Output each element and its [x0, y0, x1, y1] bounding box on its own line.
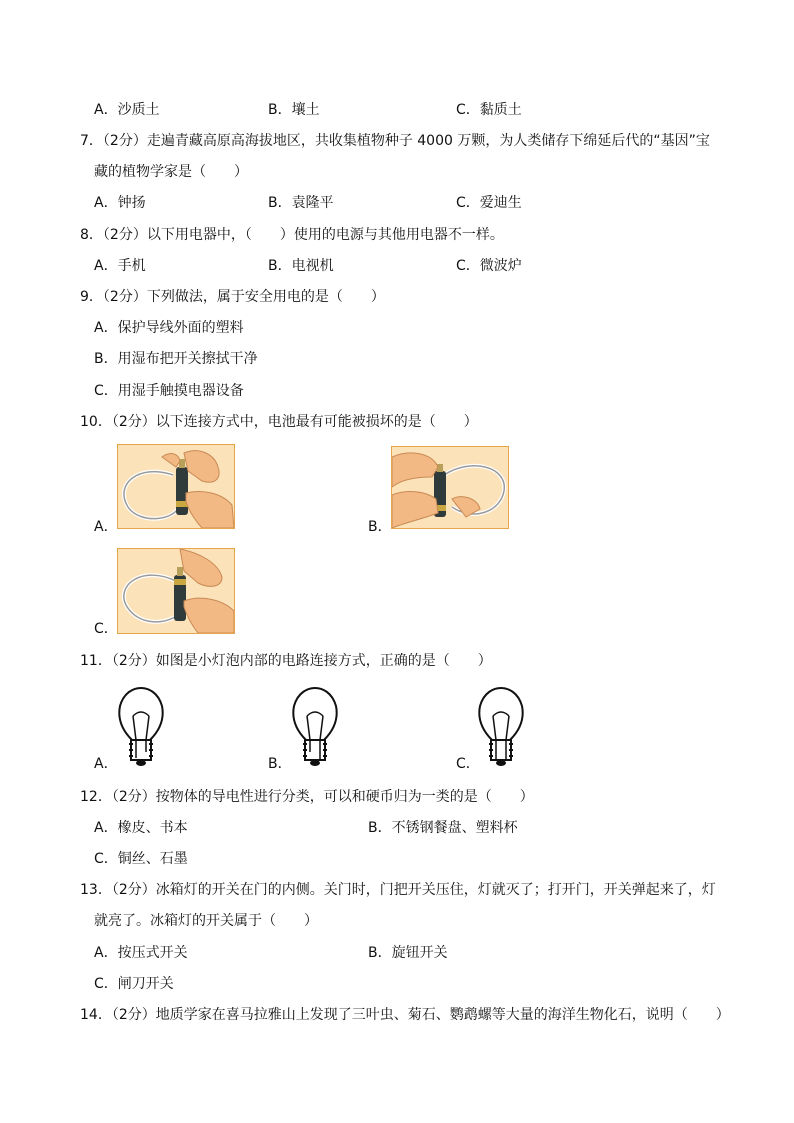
q13-option-c[interactable]: C．闸刀开关 — [94, 976, 174, 992]
q7-stem-line1: 7．（2分）走遍青藏高原高海拔地区，共收集植物种子 4000 万颗，为人类储存下绵延后代的“基因”宝 — [80, 133, 710, 149]
q13-options-row1 — [0, 942, 794, 964]
q11-option-c[interactable]: C． — [456, 756, 480, 772]
q7-option-c[interactable]: C．爱迪生 — [456, 195, 522, 211]
q10-label-b-row — [0, 516, 794, 538]
q11-option-b[interactable]: B． — [268, 756, 292, 772]
q13-option-b[interactable]: B．旋钮开关 — [368, 945, 448, 961]
q13-stem-line2: 就亮了。冰箱灯的开关属于（ ） — [94, 913, 318, 929]
q11-stem: 11．（2分）如图是小灯泡内部的电路连接方式，正确的是（ ） — [80, 653, 492, 669]
q13-options-row2 — [0, 973, 794, 995]
q10-stem: 10．（2分）以下连接方式中，电池最有可能被损坏的是（ ） — [80, 414, 478, 430]
q9-stem: 9．（2分）下列做法，属于安全用电的是（ ） — [80, 289, 385, 305]
q7-options — [0, 192, 794, 214]
q9-option-b[interactable]: B．用湿布把开关擦拭干净 — [94, 351, 258, 367]
q12-option-c[interactable]: C．铜丝、石墨 — [94, 851, 188, 867]
q10-option-c[interactable]: C． — [94, 621, 118, 637]
q8-option-b[interactable]: B．电视机 — [268, 258, 334, 274]
q8-options — [0, 255, 794, 277]
q11-option-a[interactable]: A． — [94, 756, 118, 772]
q12-options-row2 — [0, 848, 794, 870]
q6-option-a[interactable]: A．沙质土 — [94, 102, 160, 118]
q9-option-a-row — [0, 317, 794, 339]
q8-stem: 8．（2分）以下用电器中，（ ）使用的电源与其他用电器不一样。 — [80, 227, 504, 243]
q7-option-a[interactable]: A．钟扬 — [94, 195, 146, 211]
q9-option-a[interactable]: A．保护导线外面的塑料 — [94, 320, 244, 336]
q9-option-b-row — [0, 348, 794, 370]
q12-stem: 12．（2分）按物体的导电性进行分类，可以和硬币归为一类的是（ ） — [80, 789, 534, 805]
q10-label-c-row — [0, 618, 794, 640]
q6-option-c[interactable]: C．黏质土 — [456, 102, 522, 118]
q8-option-a[interactable]: A．手机 — [94, 258, 146, 274]
q7-stem-line2: 藏的植物学家是（ ） — [94, 164, 248, 180]
q13-option-a[interactable]: A．按压式开关 — [94, 945, 188, 961]
q6-options — [0, 99, 794, 121]
q12-option-b[interactable]: B．不锈钢餐盘、塑料杯 — [368, 820, 518, 836]
q13-stem-line1: 13．（2分）冰箱灯的开关在门的内侧。关门时，门把开关压住，灯就灭了；打开门，开关弹起来了，灯 — [80, 882, 716, 898]
q10-option-b[interactable]: B． — [368, 519, 392, 535]
q14-stem: 14．（2分）地质学家在喜马拉雅山上发现了三叶虫、菊石、鹦鹉螺等大量的海洋生物化石，说明（ ） — [80, 1007, 730, 1023]
q6-option-b[interactable]: B．壤土 — [268, 102, 320, 118]
q12-option-a[interactable]: A．橡皮、书本 — [94, 820, 188, 836]
q7-option-b[interactable]: B．袁隆平 — [268, 195, 334, 211]
q9-option-c-row — [0, 380, 794, 402]
q10-option-a[interactable]: A． — [94, 519, 118, 535]
q9-option-c[interactable]: C．用湿手触摸电器设备 — [94, 383, 244, 399]
q12-options-row1 — [0, 817, 794, 839]
q8-option-c[interactable]: C．微波炉 — [456, 258, 522, 274]
q11-label-c-row — [0, 753, 794, 775]
